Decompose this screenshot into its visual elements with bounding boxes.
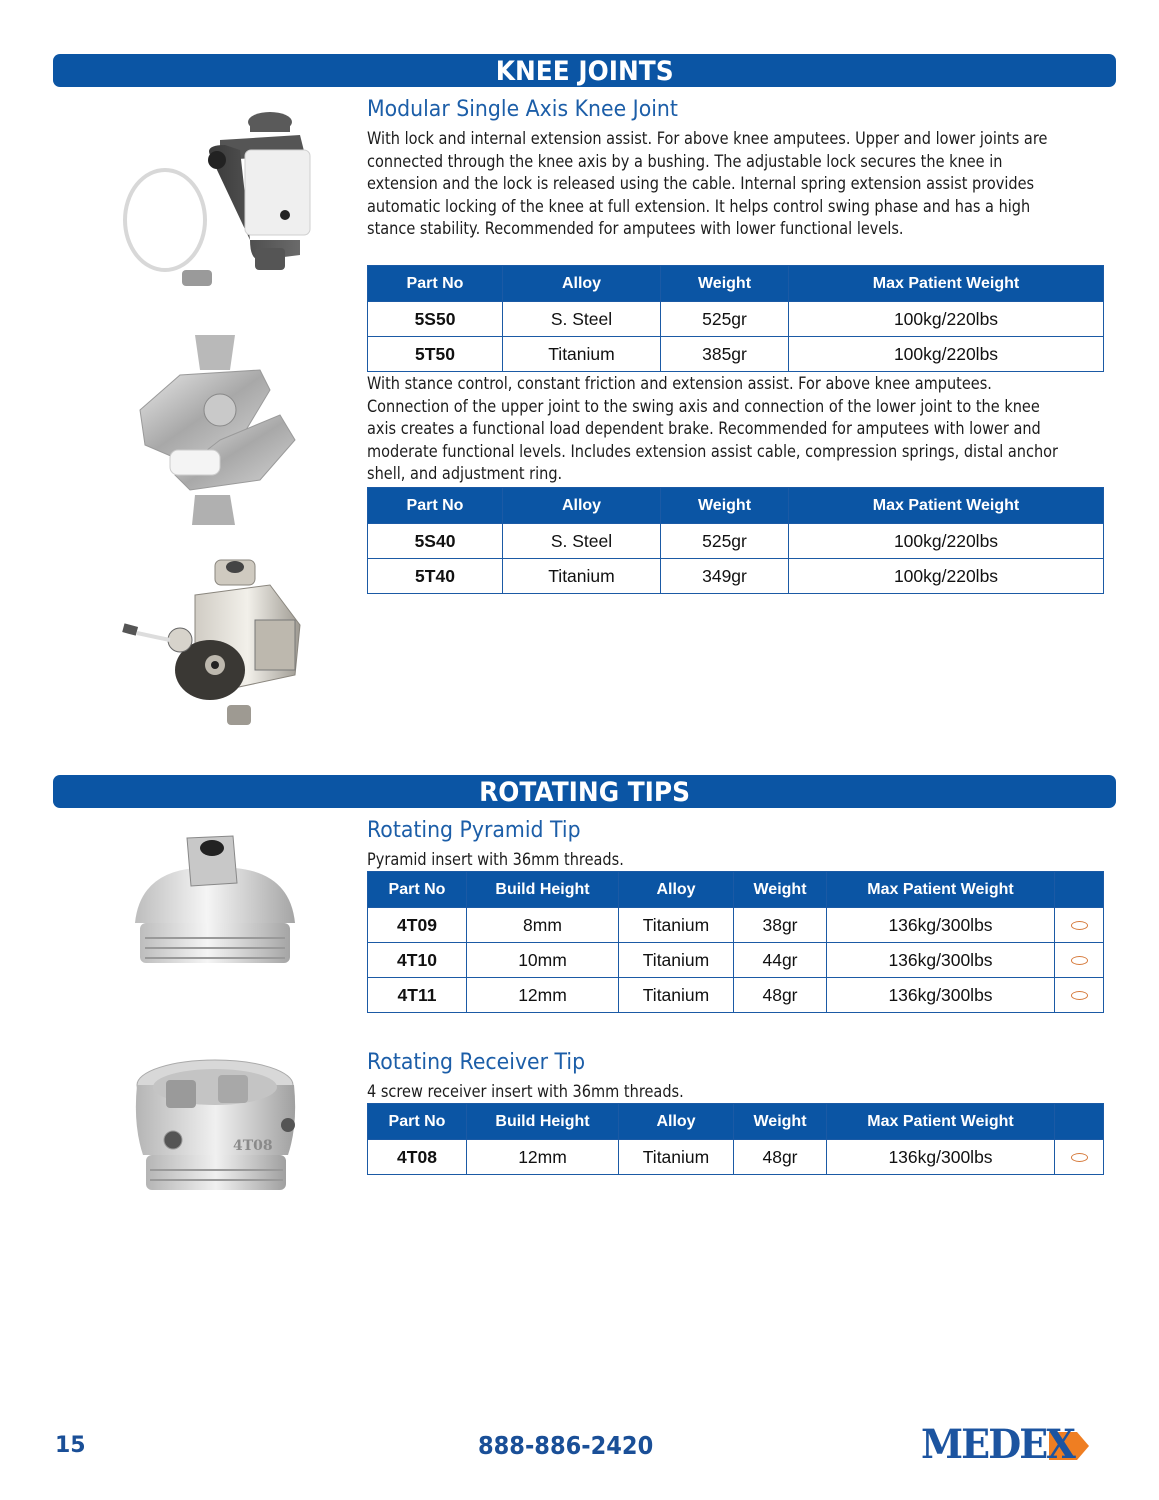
- part-number: 5S50: [368, 302, 503, 337]
- table-row: [368, 559, 1104, 594]
- table-header-row: [368, 266, 1104, 302]
- column-header-max-patient-weight: Max Patient Weight: [789, 266, 1104, 302]
- max-patient-weight: 100kg/220lbs: [789, 524, 1104, 559]
- spec-table-knee-stance-control: [367, 487, 1104, 594]
- alloy: S. Steel: [503, 524, 661, 559]
- product-description-2: With stance control, constant friction and extension assist. For above knee amputees. Connection of the upper joint to the swing axis and connection of the lower joint to the knee axis creates a functional load dependent brake. Recommended for amputees with lower and moderate functional levels. Includes extension assist cable, compression springs, distal anchor shell, and adjustment ring.: [367, 374, 1059, 484]
- weight: 349gr: [661, 559, 789, 594]
- o-ring-cell: [1055, 1140, 1104, 1175]
- alloy: S. Steel: [503, 302, 661, 337]
- table-row: [368, 1140, 1104, 1175]
- table-row: [368, 978, 1104, 1013]
- part-number: 5T40: [368, 559, 503, 594]
- o-ring-icon: [1071, 991, 1088, 1000]
- column-header-max-patient-weight: Max Patient Weight: [789, 488, 1104, 524]
- knee-joint-stance-control-photo: [120, 330, 310, 530]
- table-header-row: [368, 488, 1104, 524]
- product-description-1: With lock and internal extension assist. For above knee amputees. Upper and lower joints are connected through the knee axis by a bushing. The adjustable lock secures the knee in extension and the lock is released using the cable. Internal spring extension assist provides automatic locking of the knee at full extension. It helps control swing phase and has a high stance stability. Recommended for amputees with lower functional levels.: [367, 129, 1048, 239]
- alloy: Titanium: [619, 1140, 734, 1175]
- alloy: Titanium: [619, 978, 734, 1013]
- logo-text: MEDEX: [921, 1421, 1074, 1468]
- max-patient-weight: 136kg/300lbs: [827, 978, 1055, 1013]
- max-patient-weight: 100kg/220lbs: [789, 337, 1104, 372]
- table-row: [368, 524, 1104, 559]
- section-banner-rotating-tips: [53, 775, 1116, 808]
- max-patient-weight: 100kg/220lbs: [789, 302, 1104, 337]
- column-header-alloy: Alloy: [503, 266, 661, 302]
- weight: 38gr: [734, 908, 827, 943]
- phone-number: 888-886-2420: [478, 1431, 654, 1460]
- table-header-row: [368, 872, 1104, 908]
- max-patient-weight: 100kg/220lbs: [789, 559, 1104, 594]
- product-description-receiver-tip: 4 screw receiver insert with 36mm threads.: [367, 1082, 684, 1101]
- part-number: 4T09: [368, 908, 467, 943]
- banner-title: ROTATING TIPS: [479, 777, 690, 808]
- column-header-part-no: Part No: [368, 266, 503, 302]
- section-banner-knee-joints: [53, 54, 1116, 87]
- table-row: [368, 337, 1104, 372]
- weight: 48gr: [734, 978, 827, 1013]
- product-title-rotating-pyramid-tip: Rotating Pyramid Tip: [367, 818, 581, 843]
- alloy: Titanium: [503, 559, 661, 594]
- weight: 525gr: [661, 302, 789, 337]
- product-title-modular-single-axis-knee-joint: Modular Single Axis Knee Joint: [367, 97, 678, 122]
- part-number: 4T10: [368, 943, 467, 978]
- column-header-blank: [1055, 872, 1104, 908]
- weight: 385gr: [661, 337, 789, 372]
- o-ring-cell: [1055, 908, 1104, 943]
- column-header-max-patient-weight: Max Patient Weight: [827, 1104, 1055, 1140]
- column-header-build-height: Build Height: [467, 1104, 619, 1140]
- column-header-alloy: Alloy: [619, 872, 734, 908]
- product-title-rotating-receiver-tip: Rotating Receiver Tip: [367, 1050, 586, 1075]
- product-description-pyramid-tip: Pyramid insert with 36mm threads.: [367, 850, 624, 869]
- column-header-weight: Weight: [734, 872, 827, 908]
- alloy: Titanium: [503, 337, 661, 372]
- rotating-receiver-tip-photo: [128, 1055, 303, 1200]
- part-number: 5S40: [368, 524, 503, 559]
- build-height: 12mm: [467, 1140, 619, 1175]
- part-number: 5T50: [368, 337, 503, 372]
- medex-logo: [921, 1421, 1106, 1468]
- spec-table-rotating-pyramid-tip: [367, 871, 1104, 1013]
- max-patient-weight: 136kg/300lbs: [827, 943, 1055, 978]
- o-ring-icon: [1071, 1153, 1088, 1162]
- build-height: 12mm: [467, 978, 619, 1013]
- max-patient-weight: 136kg/300lbs: [827, 1140, 1055, 1175]
- page-number: 15: [55, 1433, 86, 1458]
- table-row: [368, 302, 1104, 337]
- column-header-alloy: Alloy: [503, 488, 661, 524]
- build-height: 8mm: [467, 908, 619, 943]
- table-header-row: [368, 1104, 1104, 1140]
- o-ring-icon: [1071, 956, 1088, 965]
- column-header-weight: Weight: [734, 1104, 827, 1140]
- column-header-part-no: Part No: [368, 1104, 467, 1140]
- column-header-blank: [1055, 1104, 1104, 1140]
- table-row: [368, 943, 1104, 978]
- table-row: [368, 908, 1104, 943]
- part-number: 4T08: [368, 1140, 467, 1175]
- banner-title: KNEE JOINTS: [495, 56, 674, 87]
- rotating-pyramid-tip-photo: [125, 828, 305, 978]
- max-patient-weight: 136kg/300lbs: [827, 908, 1055, 943]
- column-header-part-no: Part No: [368, 488, 503, 524]
- alloy: Titanium: [619, 943, 734, 978]
- weight: 48gr: [734, 1140, 827, 1175]
- column-header-max-patient-weight: Max Patient Weight: [827, 872, 1055, 908]
- column-header-part-no: Part No: [368, 872, 467, 908]
- knee-joint-with-lock-cable-photo: [110, 100, 320, 310]
- spec-table-knee-lock: [367, 265, 1104, 372]
- alloy: Titanium: [619, 908, 734, 943]
- part-number: 4T11: [368, 978, 467, 1013]
- o-ring-icon: [1071, 921, 1088, 930]
- column-header-build-height: Build Height: [467, 872, 619, 908]
- weight: 44gr: [734, 943, 827, 978]
- svg-text:4T08: 4T08: [233, 1138, 273, 1154]
- spec-table-rotating-receiver-tip: [367, 1103, 1104, 1175]
- o-ring-cell: [1055, 943, 1104, 978]
- build-height: 10mm: [467, 943, 619, 978]
- o-ring-cell: [1055, 978, 1104, 1013]
- knee-joint-titanium-photo: [115, 555, 315, 735]
- column-header-weight: Weight: [661, 266, 789, 302]
- column-header-alloy: Alloy: [619, 1104, 734, 1140]
- weight: 525gr: [661, 524, 789, 559]
- column-header-weight: Weight: [661, 488, 789, 524]
